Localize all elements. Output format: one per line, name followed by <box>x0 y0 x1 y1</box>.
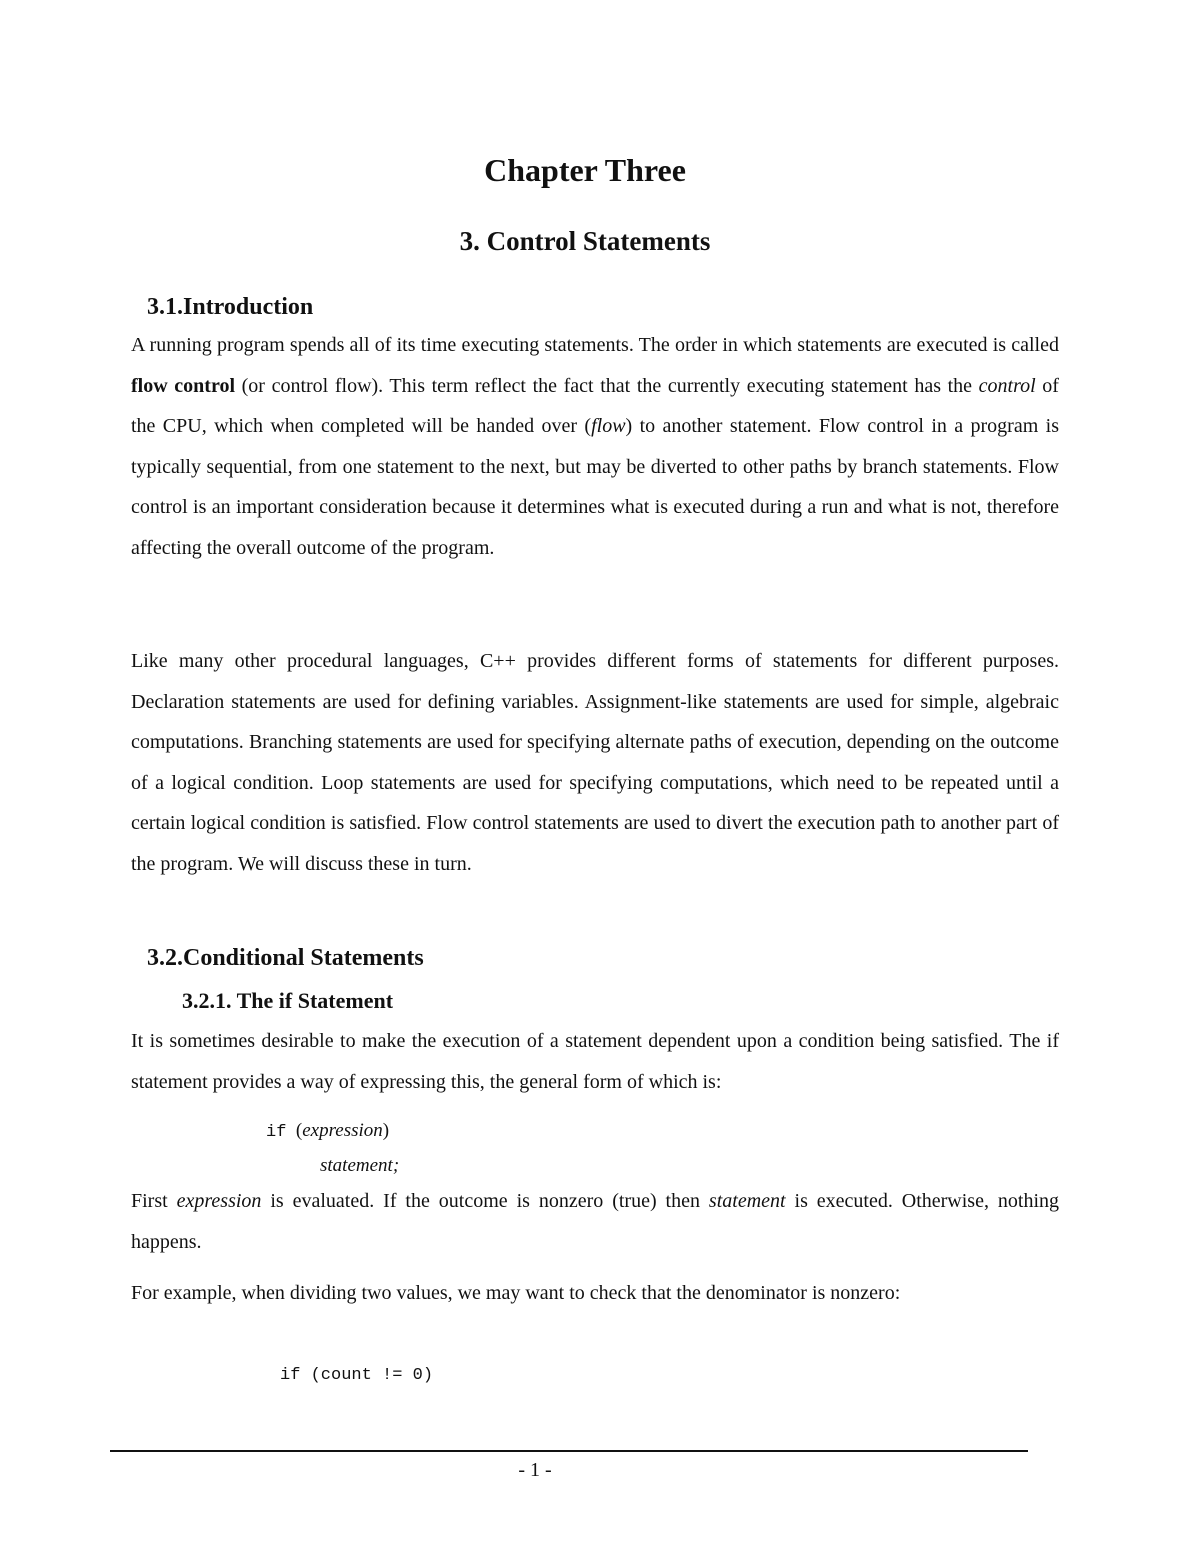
expression-term: expression <box>176 1190 262 1212</box>
intro-p1-text-g: ) to another statement. Flow control in a program is typically sequential, from one statement to the next, but may be diverted to other paths by branch statements. Flow control is an important consideration because it determines what is executed during a run and what is not, therefore affecting the overall outcome of the program. <box>131 415 1059 559</box>
statement-syntax-line <box>320 1155 399 1177</box>
if-statement-paragraph-2 <box>131 1181 1059 1262</box>
section-heading: 3. Control Statements <box>459 226 711 256</box>
footer-divider <box>110 1450 1028 1452</box>
flow-control-term: flow control <box>131 374 236 397</box>
statement-term: statement <box>708 1190 786 1212</box>
if-syntax-line <box>266 1120 389 1142</box>
if-keyword: if <box>266 1123 287 1142</box>
open-paren: ( <box>295 1120 303 1141</box>
p2-text-c: is evaluated. If the outcome is nonzero (true) then <box>261 1190 709 1212</box>
intro-paragraph-2: Like many other procedural languages, C++ provides different forms of statements for different purposes. Declaration statements are used for defining variables. Assignment-like statements are used for simple, algebraic computations. Branching statements are used for specifying alternate paths of execution, depending on the outcome of a logical condition. Loop statements are used for specifying computations, which need to be repeated until a certain logical condition is satisfied. Flow control statements are used to divert the execution path to another part of the program. We will discuss these in turn. <box>131 650 1059 875</box>
introduction-heading: 3.1.Introduction <box>147 294 314 320</box>
intro-paragraph-1 <box>131 325 1059 568</box>
if-statement-heading: 3.2.1. The if Statement <box>182 988 394 1013</box>
expression-placeholder: expression <box>302 1120 383 1141</box>
conditional-statements-heading: 3.2.Conditional Statements <box>147 945 424 971</box>
intro-p1-text-c: (or control flow). This term reflect the fact that the currently executing statement has the <box>235 374 979 397</box>
page-number: - 1 - <box>518 1459 552 1481</box>
statement-placeholder: statement; <box>320 1155 400 1176</box>
p2-text-e: is executed. Otherwise, nothing happens. <box>131 1190 1060 1253</box>
code-example-line: if (count != 0) <box>280 1366 434 1385</box>
if-statement-paragraph-3: For example, when dividing two values, we may want to check that the denominator is nonzero: <box>131 1282 901 1304</box>
intro-p1-text-a: A running program spends all of its time executing statements. The order in which statements are executed is called <box>131 334 1059 356</box>
if-statement-paragraph-1: It is sometimes desirable to make the execution of a statement dependent upon a condition being satisfied. The if statement provides a way of expressing this, the general form of which is: <box>131 1030 1059 1093</box>
p2-text-a: First <box>131 1190 177 1212</box>
chapter-title: Chapter Three <box>484 152 686 188</box>
flow-term: flow <box>591 415 626 437</box>
close-paren: ) <box>382 1120 390 1141</box>
control-term: control <box>978 374 1036 397</box>
intro-p1-text-e: of the CPU, which when completed will be handed over ( <box>131 374 1059 437</box>
